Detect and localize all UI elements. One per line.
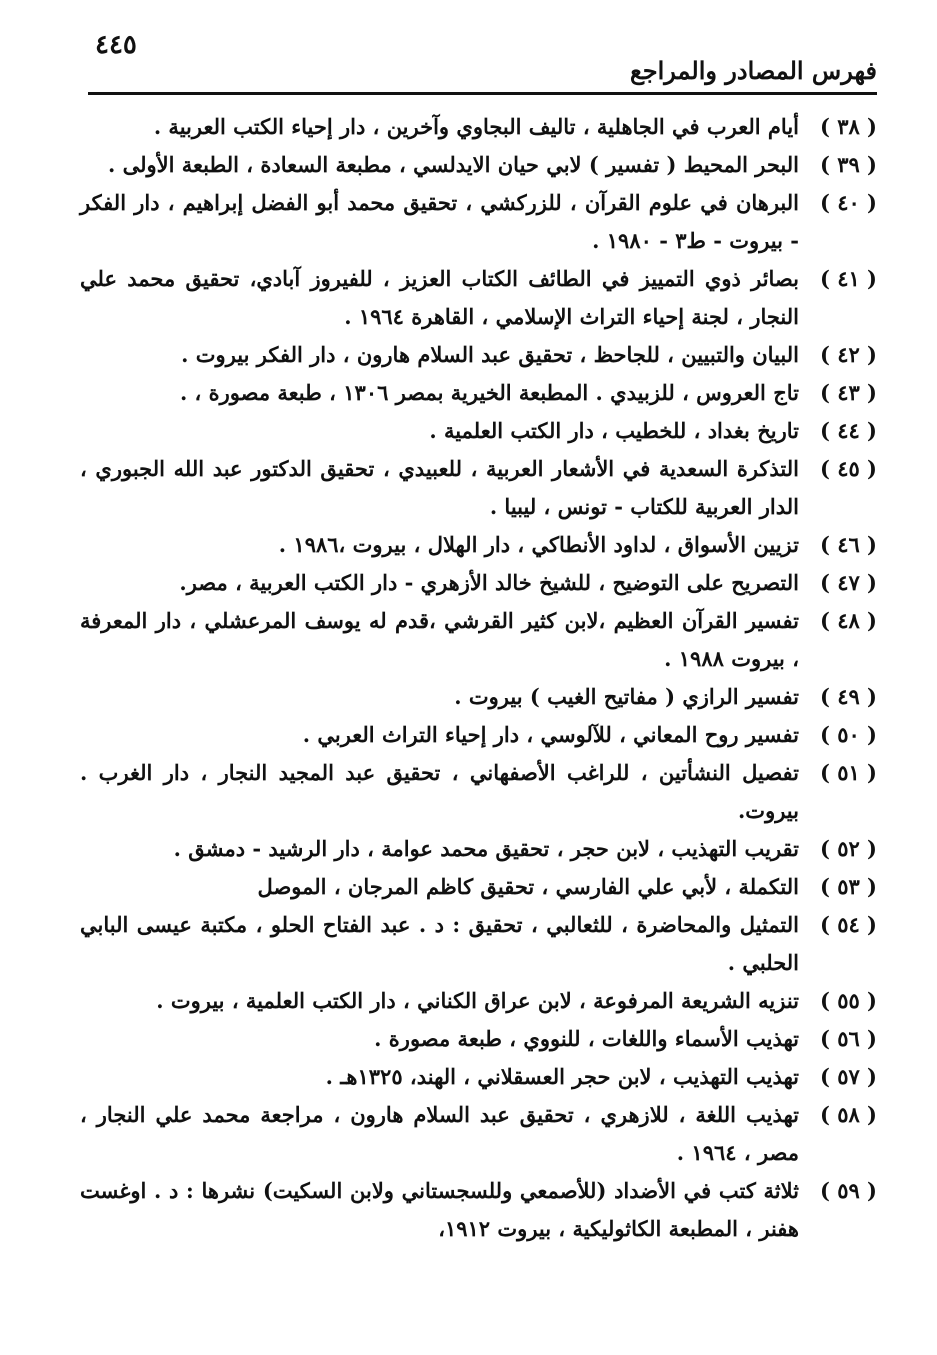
reference-entry-55	[80, 982, 877, 1020]
entry-number: ( ٣٨ )	[819, 114, 877, 139]
reference-entry-52	[80, 830, 877, 868]
reference-list	[80, 108, 877, 1248]
reference-entry-57	[80, 1058, 877, 1096]
entry-number: ( ٥٦ )	[819, 1026, 877, 1051]
entry-number: ( ٣٩ )	[819, 152, 877, 177]
reference-entry-56	[80, 1020, 877, 1058]
reference-entry-41	[80, 260, 877, 336]
reference-entry-44	[80, 412, 877, 450]
entry-number: ( ٥٨ )	[819, 1102, 877, 1127]
entry-number: ( ٥٢ )	[819, 836, 877, 861]
entry-number: ( ٤٣ )	[819, 380, 877, 405]
entry-text: تنزيه الشريعة المرفوعة ، لابن عراق الكناني ، دار الكتب العلمية ، بيروت .	[156, 988, 799, 1013]
reference-entry-53	[80, 868, 877, 906]
entry-text: تهذيب التهذيب ، لابن حجر العسقلاني ، الهند، ١٣٢٥هـ .	[325, 1064, 799, 1089]
entry-number: ( ٥٩ )	[819, 1178, 877, 1203]
entry-text: البرهان في علوم القرآن ، للزركشي ، تحقيق محمد أبو الفضل إبراهيم ، دار الفكر - بيروت - ط٣ - ١٩٨٠ .	[80, 190, 799, 253]
entry-number: ( ٤٠ )	[819, 190, 877, 215]
entry-text: أيام العرب في الجاهلية ، تاليف البجاوي وآخرين ، دار إحياء الكتب العربية .	[153, 114, 799, 139]
reference-entry-45	[80, 450, 877, 526]
entry-text: تفسير روح المعاني ، للآلوسي ، دار إحياء التراث العربي .	[302, 722, 799, 747]
entry-number: ( ٥٣ )	[819, 874, 877, 899]
reference-entry-40	[80, 184, 877, 260]
entry-text: تزيين الأسواق ، لداود الأنطاكي ، دار الهلال ، بيروت ،١٩٨٦ .	[278, 532, 799, 557]
reference-entry-46	[80, 526, 877, 564]
entry-text: تفسير الرازي ( مفاتيح الغيب ) بيروت .	[454, 684, 799, 709]
entry-text: التصريح على التوضيح ، للشيخ خالد الأزهري - دار الكتب العربية ، مصر.	[179, 570, 799, 595]
entry-number: ( ٤٧ )	[819, 570, 877, 595]
entry-text: التذكرة السعدية في الأشعار العربية ، للعبيدي ، تحقيق الدكتور عبد الله الجبوري ، الدار العربية للكتاب - تونس ، ليبيا .	[80, 456, 799, 519]
reference-entry-42	[80, 336, 877, 374]
entry-text: البيان والتبيين ، للجاحظ ، تحقيق عبد السلام هارون ، دار الفكر بيروت .	[181, 342, 799, 367]
reference-entry-58	[80, 1096, 877, 1172]
running-head: فهرس المصادر والمراجع	[629, 56, 877, 85]
entry-text: تهذيب اللغة ، للازهري ، تحقيق عبد السلام هارون ، مراجعة محمد علي النجار ، مصر ، ١٩٦٤ .	[80, 1102, 799, 1165]
reference-entry-38	[80, 108, 877, 146]
entry-number: ( ٤٨ )	[819, 608, 877, 633]
entry-text: تهذيب الأسماء واللغات ، للنووي ، طبعة مصورة .	[374, 1026, 799, 1051]
entry-text: تاج العروس ، للزبيدي . المطبعة الخيرية بمصر ١٣٠٦ ، طبعة مصورة ، .	[179, 380, 799, 405]
reference-entry-51	[80, 754, 877, 830]
entry-number: ( ٥٤ )	[819, 912, 877, 937]
page-number: ٤٤٥	[95, 30, 137, 60]
entry-text: البحر المحيط ( تفسير ) لابي حيان الايدلسي ، مطبعة السعادة ، الطبعة الأولى .	[107, 152, 799, 177]
reference-entry-59	[80, 1172, 877, 1248]
entry-number: ( ٤٤ )	[819, 418, 877, 443]
entry-number: ( ٥٠ )	[819, 722, 877, 747]
reference-entry-39	[80, 146, 877, 184]
entry-text: تفصيل النشأتين ، للراغب الأصفهاني ، تحقيق عبد المجيد النجار ، دار الغرب . بيروت.	[80, 760, 799, 823]
entry-number: ( ٥١ )	[819, 760, 877, 785]
reference-entry-50	[80, 716, 877, 754]
entry-number: ( ٤٩ )	[819, 684, 877, 709]
reference-entry-43	[80, 374, 877, 412]
entry-number: ( ٤٦ )	[819, 532, 877, 557]
header-rule	[88, 92, 877, 95]
entry-text: بصائر ذوي التمييز في الطائف الكتاب العزيز ، للفيروز آبادي، تحقيق محمد علي النجار ، لجنة إحياء التراث الإسلامي ، القاهرة ١٩٦٤ .	[80, 266, 799, 329]
entry-text: تاريخ بغداد ، للخطيب ، دار الكتب العلمية .	[429, 418, 799, 443]
reference-entry-49	[80, 678, 877, 716]
entry-text: تفسير القرآن العظيم ،لابن كثير القرشي ،قدم له يوسف المرعشلي ، دار المعرفة ، بيروت ١٩٨٨ .	[80, 608, 799, 671]
entry-number: ( ٥٧ )	[819, 1064, 877, 1089]
entry-number: ( ٤٥ )	[819, 456, 877, 481]
entry-number: ( ٤٢ )	[819, 342, 877, 367]
reference-entry-47	[80, 564, 877, 602]
entry-number: ( ٥٥ )	[819, 988, 877, 1013]
entry-text: التكملة ، لأبي علي الفارسي ، تحقيق كاظم المرجان ، الموصل	[257, 874, 799, 899]
entry-text: ثلاثة كتب في الأضداد (للأصمعي وللسجستاني ولابن السكيت) نشرها : د . اوغست هفنر ، المطبعة الكاثوليكية ، بيروت ١٩١٢،	[80, 1178, 799, 1241]
entry-number: ( ٤١ )	[819, 266, 877, 291]
entry-text: التمثيل والمحاضرة ، للثعالبي ، تحقيق : د . عبد الفتاح الحلو ، مكتبة عيسى البابي الحلبي .	[80, 912, 799, 975]
reference-entry-48	[80, 602, 877, 678]
entry-text: تقريب التهذيب ، لابن حجر ، تحقيق محمد عوامة ، دار الرشيد - دمشق .	[173, 836, 799, 861]
reference-entry-54	[80, 906, 877, 982]
